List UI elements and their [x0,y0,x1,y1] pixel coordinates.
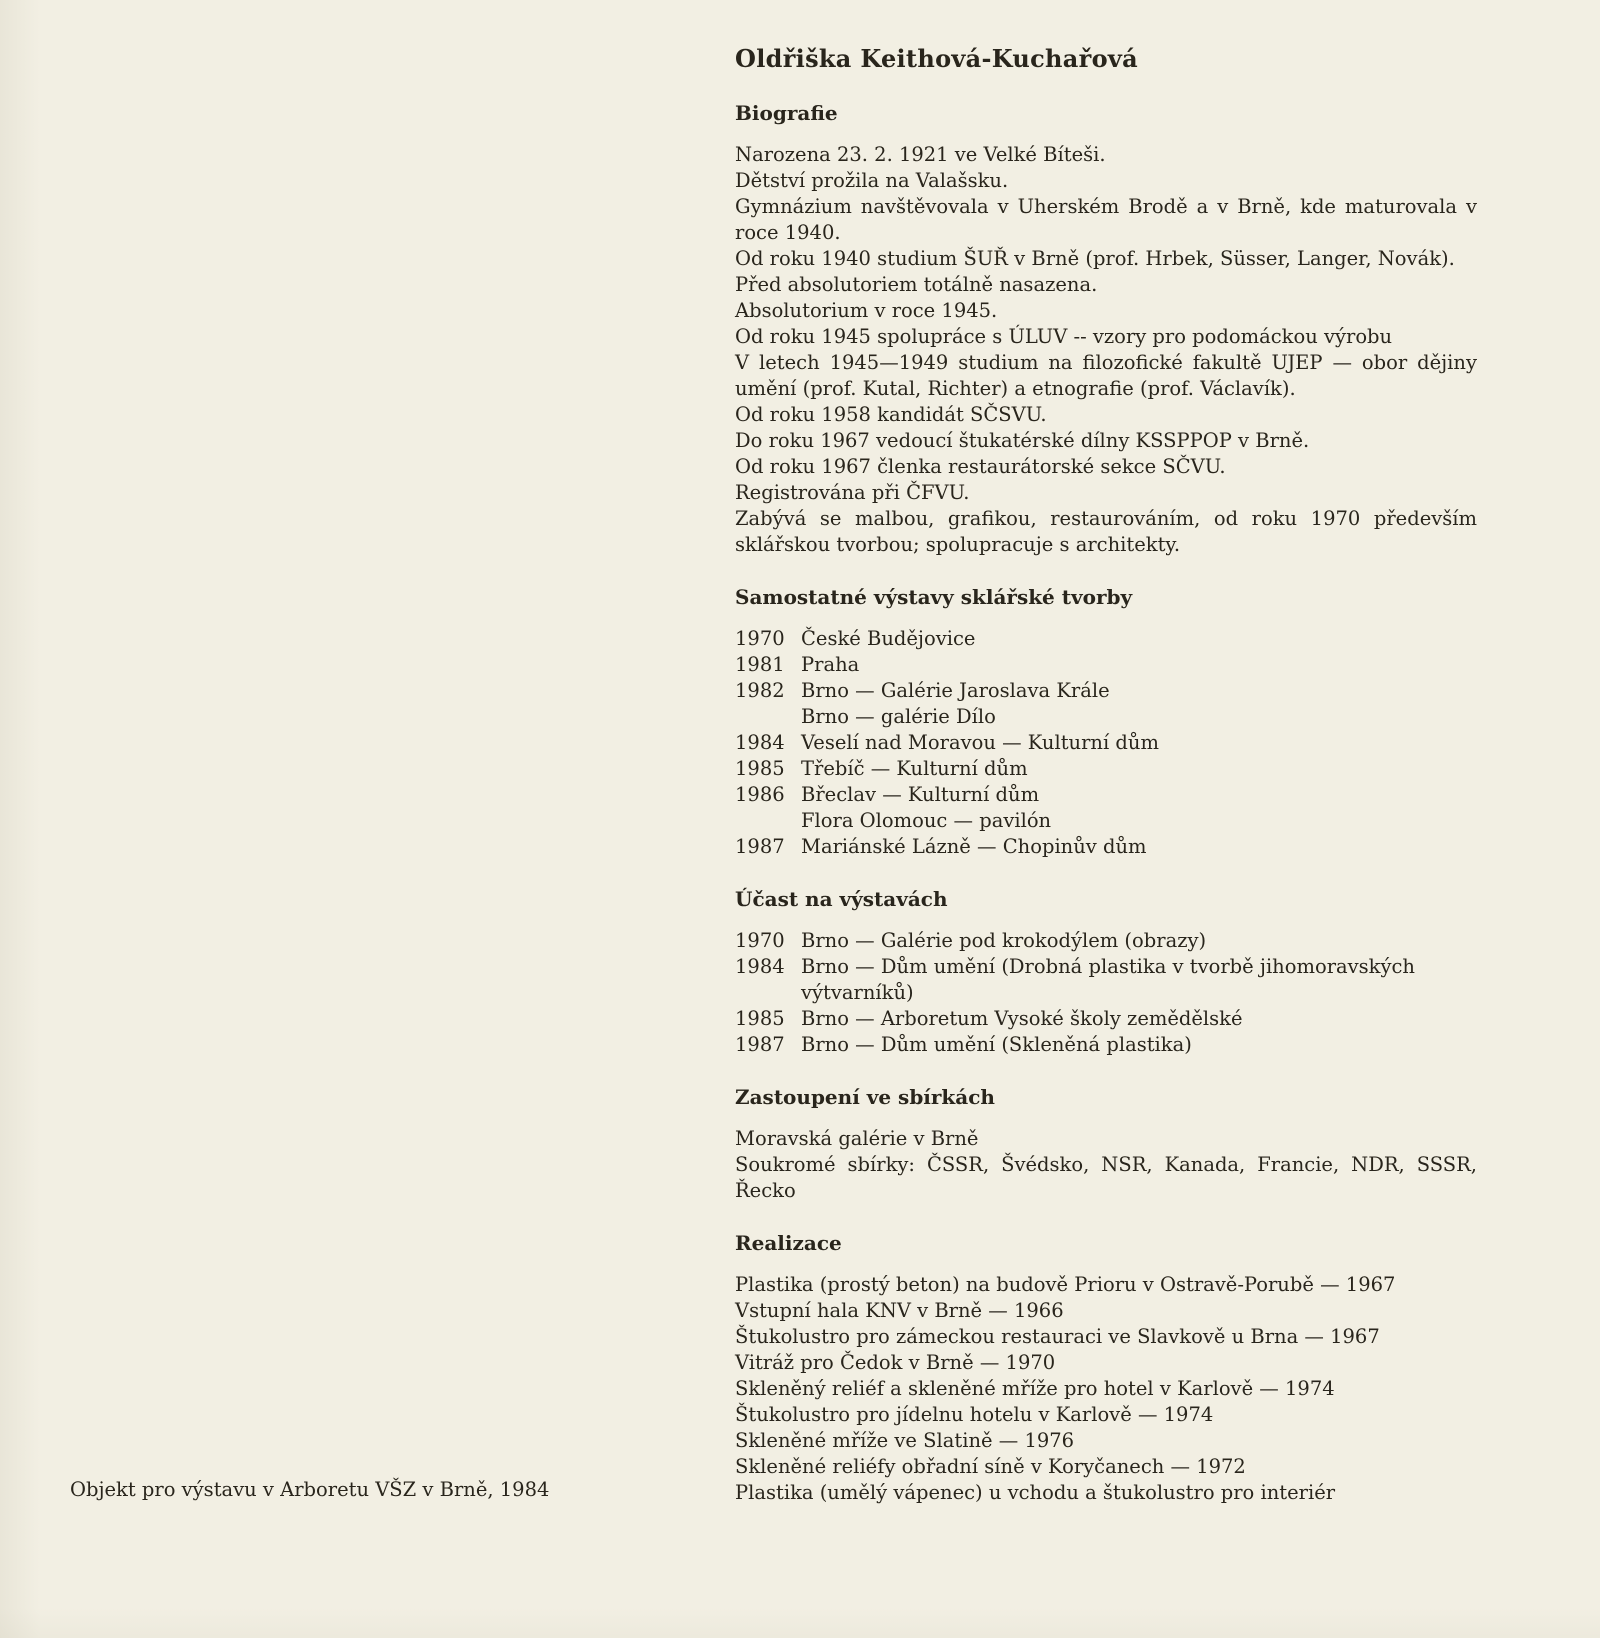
exhibition-year: 1986 [735,783,785,806]
exhibition-title: Brno — Galérie pod krokodýlem (obrazy) [801,929,1207,952]
exhibition-year: 1970 [735,929,785,952]
exhibition-year: 1970 [735,627,785,650]
exhibition-year: 1985 [735,1007,785,1030]
bio-paragraph: Narozena 23. 2. 1921 ve Velké Bíteši. [735,143,1106,166]
exhibition-title: České Budějovice [801,627,976,650]
realizace-line: Štukolustro pro jídelnu hotelu v Karlově — 1974 [735,1403,1214,1426]
exhibition-title: Brno — Dům umění (Drobná plastika v tvorbě jihomoravských výtvarníků) [801,955,1415,1004]
exhibition-title: Flora Olomouc — pavilón [801,809,1052,832]
exhibition-title: Břeclav — Kulturní dům [801,783,1040,806]
photo-caption: Objekt pro výstavu v Arboretu VŠZ v Brně, 1984 [70,1478,550,1501]
exhibition-title: Praha [801,653,860,676]
realizace-line: Plastika (prostý beton) na budově Prioru v Ostravě-Porubě — 1967 [735,1273,1396,1296]
collections-section [735,1126,1477,1204]
bio-paragraph: Gymnázium navštěvovala v Uherském Brodě a v Brně, kde maturovala v roce 1940. [735,195,1477,244]
realizace-line: Vstupní hala KNV v Brně — 1966 [735,1299,1064,1322]
realizace-line: Skleněné reliéfy obřadní síně v Koryčanech — 1972 [735,1455,1246,1478]
bio-paragraph: Od roku 1940 studium ŠUŘ v Brně (prof. Hrbek, Süsser, Langer, Novák). [735,247,1455,270]
bio-paragraph: Od roku 1958 kandidát SČSVU. [735,403,1047,426]
exhibition-title: Brno — galérie Dílo [801,705,996,728]
realizace-line: Štukolustro pro zámeckou restauraci ve Slavkově u Brna — 1967 [735,1325,1380,1348]
bio-paragraph: Od roku 1945 spolupráce s ÚLUV -- vzory pro podomáckou výrobu [735,325,1393,348]
bio-paragraph: Do roku 1967 vedoucí štukatérské dílny KSSPPOP v Brně. [735,429,1310,452]
exhibition-row [735,928,1477,954]
exhibition-title: Brno — Dům umění (Skleněná plastika) [801,1033,1192,1056]
bio-paragraph: Absolutorium v roce 1945. [735,299,998,322]
bio-paragraph: Před absolutoriem totálně nasazena. [735,273,1098,296]
exhibition-year: 1982 [735,679,785,702]
solo-exhibitions-list [735,626,1477,860]
page-title: Oldřiška Keithová-Kuchařová [735,44,1138,73]
bio-paragraph: Zabývá se malbou, grafikou, restaurováním, od roku 1970 především sklářskou tvorbou; spolupracuje s architekty. [735,507,1477,556]
exhibition-title: Třebíč — Kulturní dům [801,757,1028,780]
collections-line: Moravská galérie v Brně [735,1127,979,1150]
exhibition-title: Brno — Arboretum Vysoké školy zemědělské [801,1007,1243,1030]
exhibition-row [735,954,1477,1006]
realizace-line: Skleněný reliéf a skleněné mříže pro hotel v Karlově — 1974 [735,1377,1335,1400]
exhibition-row [735,756,1477,782]
exhibition-row [735,1006,1477,1032]
section-heading-group-exhibitions: Účast na výstavách [735,887,948,911]
exhibition-year: 1987 [735,835,785,858]
section-heading-collections: Zastoupení ve sbírkách [735,1085,995,1109]
exhibition-year: 1984 [735,955,785,978]
exhibition-title: Brno — Galérie Jaroslava Krále [801,679,1110,702]
realizace-line: Plastika (umělý vápenec) u vchodu a štukolustro pro interiér [735,1481,1336,1504]
section-heading-solo-exhibitions: Samostatné výstavy sklářské tvorby [735,585,1133,609]
exhibition-row [735,808,1477,834]
exhibition-title: Mariánské Lázně — Chopinův dům [801,835,1147,858]
main-text-column [735,44,1477,1506]
exhibition-row [735,782,1477,808]
exhibition-row [735,626,1477,652]
exhibition-row [735,678,1477,704]
exhibition-year: 1987 [735,1033,785,1056]
section-heading-realizace: Realizace [735,1231,842,1255]
realizace-line: Skleněné mříže ve Slatině — 1976 [735,1429,1075,1452]
collections-line: Soukromé sbírky: ČSSR, Švédsko, NSR, Kanada, Francie, NDR, SSSR, Řecko [735,1153,1477,1202]
exhibition-year: 1985 [735,757,785,780]
bio-paragraph: Od roku 1967 členka restaurátorské sekce SČVU. [735,455,1226,478]
section-heading-biografie: Biografie [735,101,838,125]
realizace-line: Vitráž pro Čedok v Brně — 1970 [735,1351,1056,1374]
exhibition-year: 1981 [735,653,785,676]
realizace-section [735,1272,1477,1506]
biografie-section [735,142,1477,558]
exhibition-row [735,652,1477,678]
bio-paragraph: V letech 1945—1949 studium na filozofické fakultě UJEP — obor dějiny umění (prof. Kutal, Richter) a etnografie (prof. Václavík). [735,351,1477,400]
exhibition-row [735,730,1477,756]
exhibition-row [735,704,1477,730]
exhibition-year: 1984 [735,731,785,754]
exhibition-row [735,834,1477,860]
bio-paragraph: Registrována při ČFVU. [735,481,970,504]
exhibition-row [735,1032,1477,1058]
group-exhibitions-list [735,928,1477,1058]
bio-paragraph: Dětství prožila na Valašsku. [735,169,1009,192]
exhibition-title: Veselí nad Moravou — Kulturní dům [801,731,1159,754]
